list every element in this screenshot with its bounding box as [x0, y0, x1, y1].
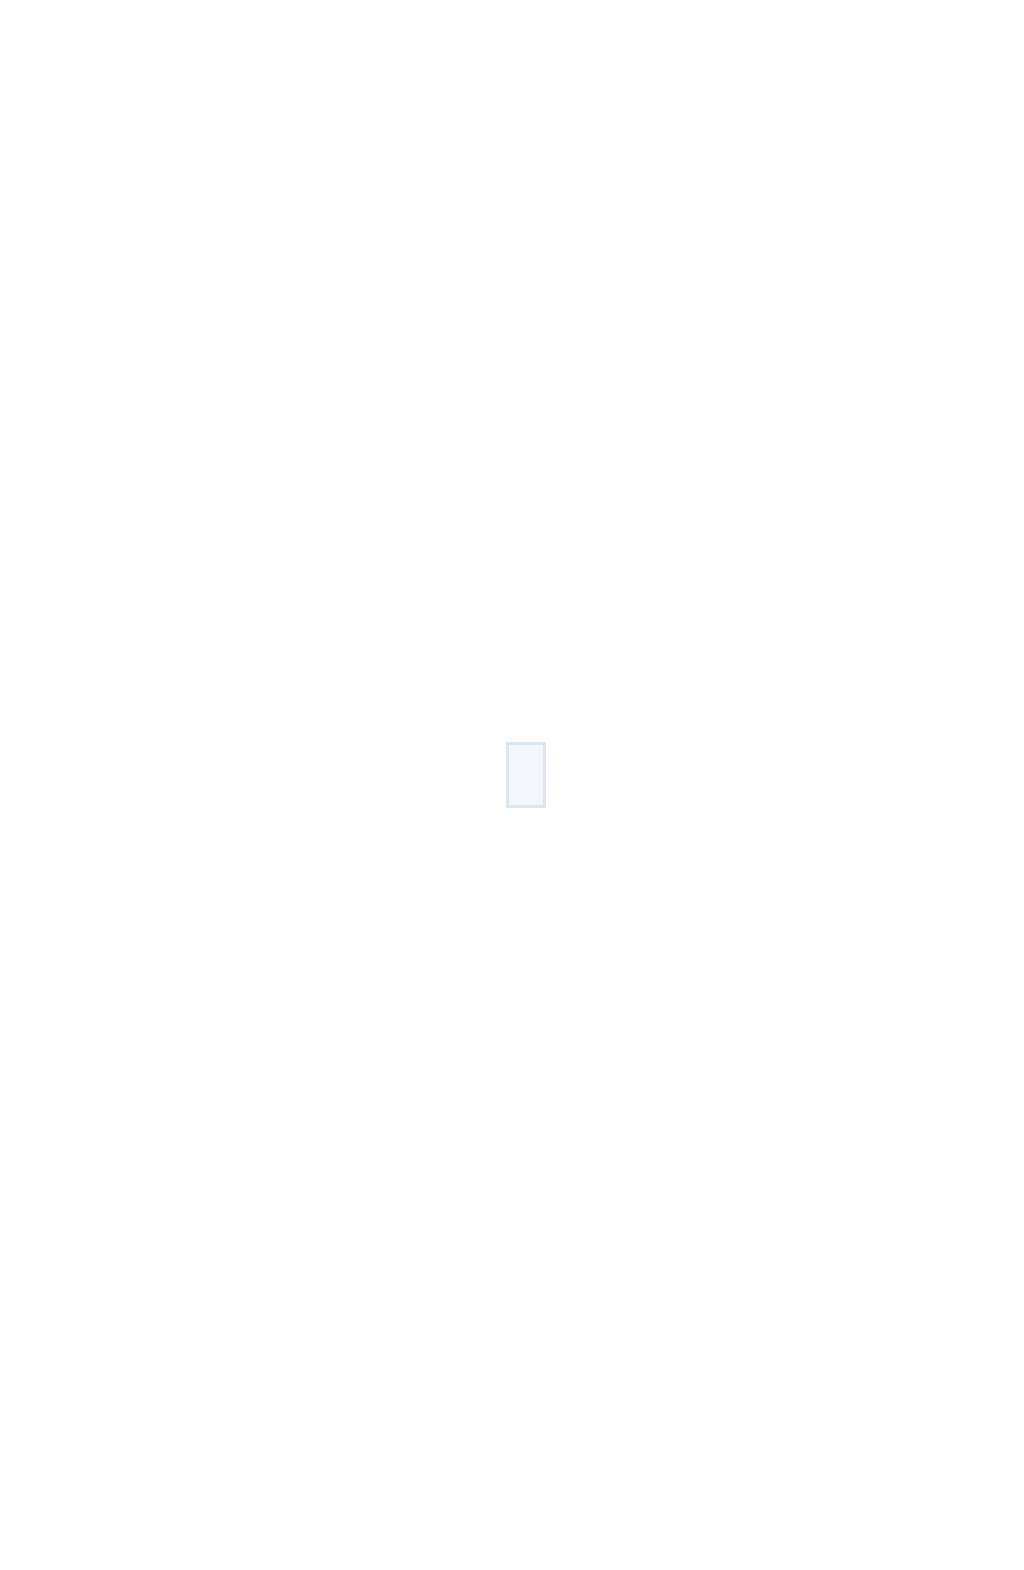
page-body — [48, 18, 966, 72]
watermark-book-icon — [506, 742, 546, 808]
section-spacer — [48, 23, 966, 67]
watermark-logo — [428, 742, 608, 838]
